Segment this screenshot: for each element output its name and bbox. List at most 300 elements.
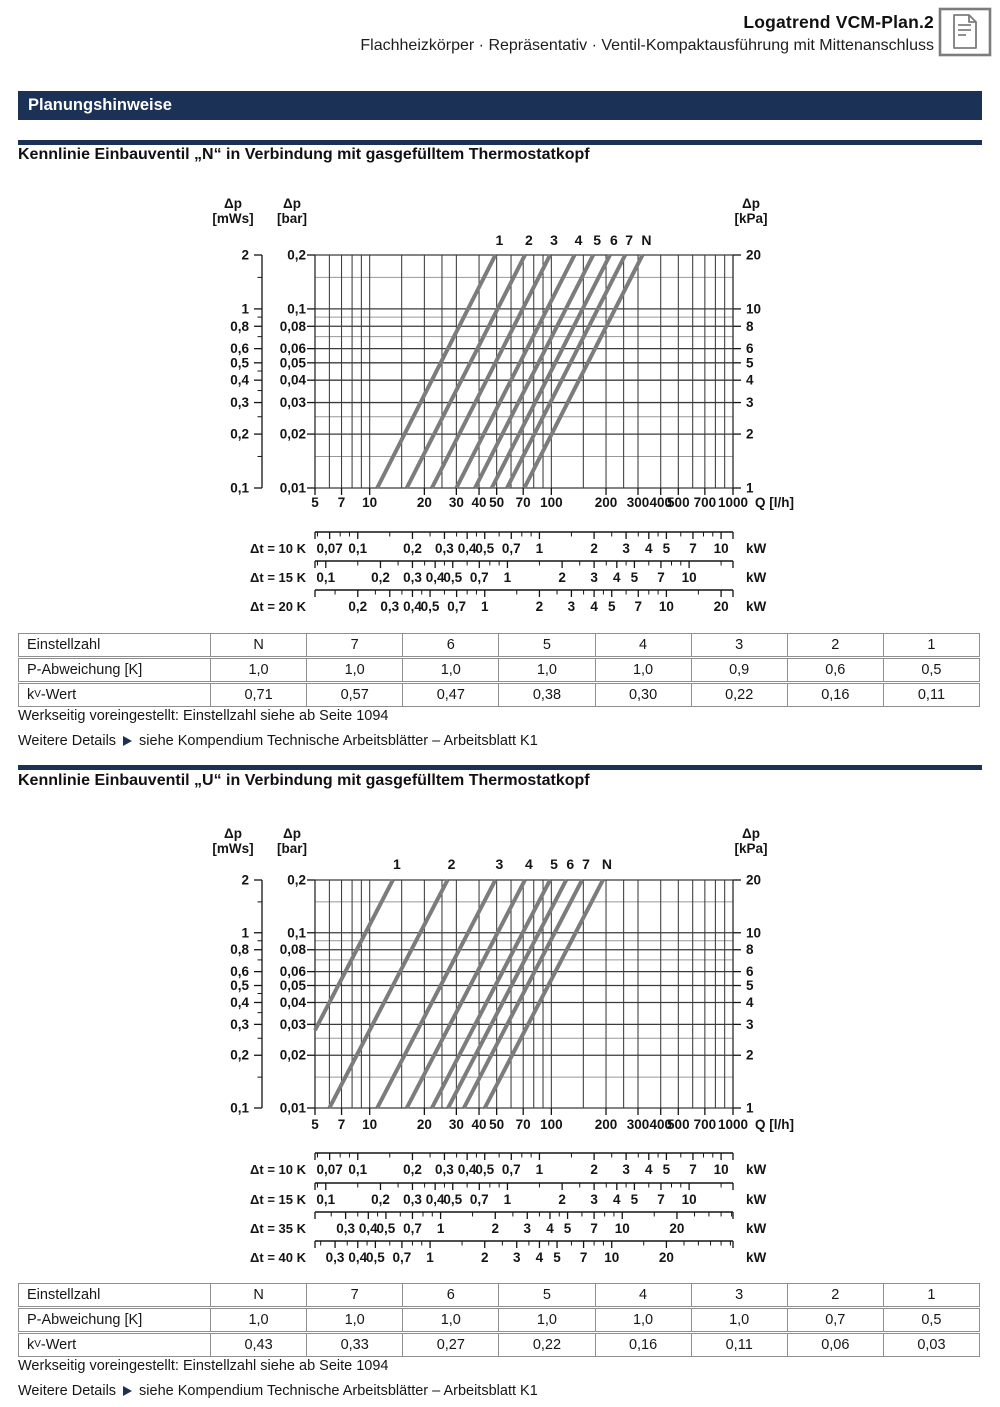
table-row [18, 658, 980, 682]
svg-text:0,3: 0,3 [230, 395, 249, 411]
svg-text:0,7: 0,7 [469, 570, 489, 585]
svg-text:3: 3 [622, 541, 630, 556]
svg-text:7: 7 [634, 599, 643, 614]
table-cell: 1 [883, 1284, 979, 1306]
svg-text:2: 2 [447, 856, 456, 872]
table-cell: N [210, 1284, 306, 1306]
svg-text:4: 4 [645, 1162, 653, 1177]
svg-text:2: 2 [535, 599, 544, 614]
svg-text:3: 3 [746, 395, 754, 411]
svg-text:0,4: 0,4 [457, 1162, 477, 1177]
svg-text:0,2: 0,2 [371, 570, 390, 585]
kw-scale [250, 1212, 766, 1236]
svg-text:0,1: 0,1 [316, 1192, 336, 1207]
svg-text:1000: 1000 [717, 495, 749, 510]
svg-text:[kPa]: [kPa] [734, 841, 768, 856]
svg-text:0,04: 0,04 [279, 994, 306, 1010]
svg-text:0,5: 0,5 [365, 1250, 385, 1265]
svg-text:0,1: 0,1 [287, 301, 306, 317]
svg-text:N: N [601, 856, 612, 872]
valve-u-table [18, 1283, 980, 1357]
svg-text:200: 200 [594, 1117, 618, 1132]
svg-text:7: 7 [689, 541, 697, 556]
svg-text:20: 20 [746, 872, 762, 888]
svg-text:6: 6 [746, 341, 754, 357]
svg-text:10: 10 [681, 1192, 697, 1207]
table-cell: 5 [498, 1284, 594, 1306]
svg-text:200: 200 [594, 495, 618, 510]
svg-text:4: 4 [746, 994, 754, 1010]
svg-text:500: 500 [667, 1117, 690, 1132]
svg-text:Δp: Δp [224, 196, 242, 211]
table-cell: 1,0 [210, 1309, 306, 1331]
svg-text:7: 7 [579, 1250, 588, 1265]
row-label: Einstellzahl [27, 637, 101, 653]
svg-text:1: 1 [426, 1250, 434, 1265]
svg-text:20: 20 [416, 1117, 432, 1132]
svg-text:0,5: 0,5 [443, 1192, 463, 1207]
svg-text:20: 20 [669, 1221, 685, 1236]
svg-text:0,7: 0,7 [469, 1192, 489, 1207]
svg-text:20: 20 [746, 247, 762, 263]
details-suffix: siehe Kompendium Technische Arbeitsblätter – Arbeitsblatt K1 [139, 733, 538, 749]
svg-text:0,06: 0,06 [279, 964, 306, 980]
svg-text:6: 6 [610, 232, 618, 248]
svg-text:0,3: 0,3 [435, 541, 454, 556]
svg-text:6: 6 [746, 964, 754, 980]
svg-text:Δp: Δp [283, 196, 301, 211]
svg-text:0,07: 0,07 [316, 1162, 343, 1177]
svg-text:10: 10 [604, 1250, 620, 1265]
details-note [18, 733, 538, 749]
page-title: Logatrend VCM-Plan.2 [743, 12, 934, 32]
table-cell: 7 [306, 1284, 402, 1306]
table-cell: 0,5 [883, 659, 979, 681]
table-cell: 0,03 [883, 1334, 979, 1356]
svg-text:400: 400 [649, 1117, 672, 1132]
svg-text:Δt = 10 K: Δt = 10 K [250, 541, 306, 556]
table-cell: 2 [787, 634, 883, 656]
svg-text:1: 1 [241, 925, 249, 941]
svg-text:20: 20 [416, 495, 432, 510]
svg-text:10: 10 [681, 570, 697, 585]
svg-text:0,2: 0,2 [371, 1192, 390, 1207]
svg-text:7: 7 [337, 495, 346, 510]
svg-text:0,1: 0,1 [348, 1162, 368, 1177]
svg-text:500: 500 [667, 495, 690, 510]
kw-scale [250, 1183, 766, 1207]
svg-text:10: 10 [713, 541, 729, 556]
svg-text:2: 2 [558, 570, 566, 585]
table-cell: 0,71 [210, 684, 306, 706]
section-title-valve-n: Kennlinie Einbauventil „N“ in Verbindung mit gasgefülltem Thermostatkopf [18, 146, 590, 163]
svg-text:0,5: 0,5 [475, 1162, 495, 1177]
svg-text:3: 3 [550, 232, 558, 248]
svg-text:10: 10 [614, 1221, 630, 1236]
svg-text:3: 3 [590, 1192, 598, 1207]
svg-text:1: 1 [535, 541, 544, 556]
svg-text:0,3: 0,3 [336, 1221, 356, 1236]
svg-text:Q [l/h]: Q [l/h] [755, 495, 794, 510]
svg-text:7: 7 [590, 1221, 598, 1236]
svg-text:0,7: 0,7 [392, 1250, 412, 1265]
svg-text:0,1: 0,1 [348, 541, 368, 556]
svg-text:0,01: 0,01 [279, 480, 306, 496]
row-label: P-Abweichung [K] [27, 662, 143, 678]
svg-text:5: 5 [630, 570, 639, 585]
svg-text:1: 1 [503, 570, 512, 585]
svg-text:0,4: 0,4 [425, 570, 445, 585]
svg-text:7: 7 [582, 856, 590, 872]
svg-text:8: 8 [746, 942, 754, 958]
svg-text:0,03: 0,03 [279, 1016, 306, 1032]
svg-text:0,2: 0,2 [287, 872, 306, 888]
kw-scale [250, 1153, 766, 1177]
svg-text:7: 7 [337, 1117, 346, 1132]
svg-text:0,05: 0,05 [279, 978, 306, 994]
svg-text:8: 8 [746, 318, 754, 334]
svg-text:Δt = 15 K: Δt = 15 K [250, 1192, 306, 1207]
svg-text:0,8: 0,8 [230, 318, 249, 334]
svg-text:70: 70 [515, 1117, 531, 1132]
svg-text:kW: kW [746, 1221, 767, 1236]
table-cell: 0,33 [306, 1334, 402, 1356]
svg-text:0,06: 0,06 [279, 341, 306, 357]
svg-text:0,02: 0,02 [279, 1047, 306, 1063]
svg-text:3: 3 [746, 1016, 754, 1032]
page-header [360, 12, 934, 55]
table-cell: 1,0 [691, 1309, 787, 1331]
svg-text:700: 700 [693, 495, 717, 510]
svg-text:0,04: 0,04 [279, 372, 306, 388]
svg-text:20: 20 [713, 599, 729, 614]
svg-text:10: 10 [746, 925, 762, 941]
svg-text:6: 6 [566, 856, 575, 872]
table-cell: 0,7 [787, 1309, 883, 1331]
kw-scale [250, 590, 766, 614]
svg-text:Δt = 20 K: Δt = 20 K [250, 599, 306, 614]
svg-text:0,3: 0,3 [380, 599, 400, 614]
svg-text:0,2: 0,2 [230, 1047, 249, 1063]
svg-text:2: 2 [241, 247, 249, 263]
svg-text:3: 3 [567, 599, 576, 614]
table-row [18, 633, 980, 657]
svg-text:kW: kW [746, 541, 767, 556]
svg-text:0,8: 0,8 [230, 942, 249, 958]
svg-text:0,08: 0,08 [279, 318, 306, 334]
svg-text:2: 2 [590, 1162, 598, 1177]
details-arrow-icon [123, 736, 132, 746]
svg-text:0,6: 0,6 [230, 964, 249, 980]
svg-text:0,5: 0,5 [475, 541, 495, 556]
planning-notes-banner: Planungshinweise [18, 91, 982, 120]
svg-text:5: 5 [662, 1162, 671, 1177]
svg-text:Δt = 35 K: Δt = 35 K [250, 1221, 306, 1236]
table-row [18, 683, 980, 707]
table-cell: 1,0 [306, 1309, 402, 1331]
table-cell: 0,57 [306, 684, 402, 706]
svg-text:5: 5 [311, 1117, 319, 1132]
details-prefix: Weitere Details [18, 1383, 117, 1399]
svg-text:4: 4 [525, 856, 533, 872]
svg-text:0,1: 0,1 [230, 480, 249, 496]
svg-text:0,3: 0,3 [403, 1192, 422, 1207]
table-cell: 0,6 [787, 659, 883, 681]
svg-text:0,5: 0,5 [230, 978, 249, 994]
svg-text:3: 3 [590, 570, 598, 585]
table-cell: 5 [498, 634, 594, 656]
svg-text:1000: 1000 [717, 1117, 749, 1132]
table-cell: 0,11 [691, 1334, 787, 1356]
svg-text:5: 5 [593, 232, 602, 248]
table-cell: 0,43 [210, 1334, 306, 1356]
svg-text:kW: kW [746, 1192, 767, 1207]
svg-text:[mWs]: [mWs] [212, 841, 254, 856]
svg-text:5: 5 [311, 495, 319, 510]
svg-text:Δt = 10 K: Δt = 10 K [250, 1162, 306, 1177]
svg-text:2: 2 [525, 232, 533, 248]
svg-text:Δp: Δp [283, 826, 301, 841]
table-cell: 1,0 [402, 1309, 498, 1331]
document-icon [938, 7, 992, 57]
svg-text:2: 2 [746, 1047, 754, 1063]
svg-text:0,07: 0,07 [316, 541, 343, 556]
svg-text:0,2: 0,2 [403, 1162, 422, 1177]
svg-text:10: 10 [713, 1162, 729, 1177]
svg-text:5: 5 [550, 856, 558, 872]
svg-text:kW: kW [746, 1162, 767, 1177]
svg-text:0,4: 0,4 [348, 1250, 368, 1265]
svg-text:30: 30 [448, 1117, 464, 1132]
table-cell: 1,0 [498, 659, 594, 681]
svg-text:300: 300 [626, 495, 650, 510]
svg-text:0,4: 0,4 [230, 372, 249, 388]
svg-text:0,4: 0,4 [230, 994, 249, 1010]
svg-text:5: 5 [746, 978, 754, 994]
svg-text:0,2: 0,2 [287, 247, 306, 263]
svg-text:7: 7 [657, 1192, 665, 1207]
svg-text:40: 40 [471, 1117, 487, 1132]
table-cell: 6 [402, 634, 498, 656]
svg-text:Δp: Δp [742, 826, 760, 841]
svg-text:4: 4 [613, 1192, 621, 1207]
table-row [18, 1333, 980, 1357]
svg-text:2: 2 [491, 1221, 500, 1236]
table-row [18, 1308, 980, 1332]
svg-text:3: 3 [495, 856, 504, 872]
svg-text:4: 4 [535, 1250, 544, 1265]
svg-text:Q [l/h]: Q [l/h] [755, 1117, 794, 1132]
valve-u-chart [0, 818, 1000, 1281]
table-cell: 0,27 [402, 1334, 498, 1356]
table-cell: 0,11 [883, 684, 979, 706]
svg-text:Δt = 15 K: Δt = 15 K [250, 570, 306, 585]
svg-text:0,5: 0,5 [420, 599, 440, 614]
svg-text:[mWs]: [mWs] [212, 211, 254, 226]
svg-text:5: 5 [630, 1192, 639, 1207]
table-cell: 0,16 [787, 684, 883, 706]
svg-text:0,4: 0,4 [457, 541, 477, 556]
table-cell: 3 [691, 634, 787, 656]
table-cell: 6 [402, 1284, 498, 1306]
valve-n-chart [0, 190, 1000, 631]
svg-text:5: 5 [553, 1250, 561, 1265]
svg-text:0,4: 0,4 [358, 1221, 378, 1236]
table-cell: 4 [595, 1284, 691, 1306]
svg-text:1: 1 [746, 1100, 754, 1116]
svg-text:0,3: 0,3 [435, 1162, 454, 1177]
svg-text:5: 5 [607, 599, 616, 614]
svg-text:0,3: 0,3 [325, 1250, 345, 1265]
svg-text:4: 4 [746, 372, 754, 388]
table-cell: 1,0 [498, 1309, 594, 1331]
svg-text:[kPa]: [kPa] [734, 211, 768, 226]
svg-text:4: 4 [574, 232, 583, 248]
svg-text:kW: kW [746, 570, 767, 585]
svg-text:2: 2 [590, 541, 598, 556]
svg-text:0,3: 0,3 [230, 1016, 249, 1032]
svg-text:5: 5 [662, 541, 671, 556]
svg-text:40: 40 [471, 495, 487, 510]
valve-curves [315, 856, 612, 1108]
svg-text:10: 10 [746, 301, 762, 317]
svg-text:4: 4 [613, 570, 621, 585]
svg-text:0,7: 0,7 [403, 1221, 422, 1236]
svg-text:1: 1 [392, 856, 401, 872]
svg-text:0,7: 0,7 [501, 541, 521, 556]
table-cell: 7 [306, 634, 402, 656]
section-rule [18, 765, 982, 770]
svg-text:0,4: 0,4 [403, 599, 422, 614]
table-cell: 1 [883, 634, 979, 656]
svg-text:50: 50 [489, 1117, 505, 1132]
table-cell: 2 [787, 1284, 883, 1306]
svg-text:1: 1 [480, 599, 489, 614]
table-cell: 4 [595, 634, 691, 656]
table-cell: 1,0 [595, 659, 691, 681]
svg-text:1: 1 [535, 1162, 544, 1177]
table-cell: 0,06 [787, 1334, 883, 1356]
svg-text:2: 2 [746, 426, 754, 442]
svg-text:0,7: 0,7 [501, 1162, 521, 1177]
svg-text:7: 7 [625, 232, 634, 248]
svg-text:0,5: 0,5 [230, 355, 249, 371]
svg-text:Δp: Δp [742, 196, 760, 211]
svg-text:[bar]: [bar] [277, 841, 307, 856]
svg-text:10: 10 [658, 599, 674, 614]
details-suffix: siehe Kompendium Technische Arbeitsblätter – Arbeitsblatt K1 [139, 1383, 538, 1399]
svg-text:3: 3 [523, 1221, 532, 1236]
table-cell: 1,0 [306, 659, 402, 681]
svg-text:20: 20 [658, 1250, 674, 1265]
table-row [18, 1283, 980, 1307]
row-label: P-Abweichung [K] [27, 1312, 143, 1328]
svg-text:100: 100 [540, 1117, 563, 1132]
section-rule [18, 140, 982, 145]
svg-text:10: 10 [362, 1117, 378, 1132]
svg-text:5: 5 [563, 1221, 572, 1236]
svg-text:1: 1 [746, 480, 754, 496]
svg-text:10: 10 [362, 495, 378, 510]
svg-text:0,02: 0,02 [279, 426, 306, 442]
svg-text:1: 1 [241, 301, 249, 317]
page-subtitle: Flachheizkörper · Repräsentativ · Ventil-Kompaktausführung mit Mittenanschluss [360, 37, 934, 54]
svg-text:0,2: 0,2 [403, 541, 422, 556]
table-cell: 0,9 [691, 659, 787, 681]
svg-text:7: 7 [657, 570, 665, 585]
svg-text:0,1: 0,1 [316, 570, 336, 585]
svg-text:4: 4 [645, 541, 653, 556]
preset-note: Werkseitig voreingestellt: Einstellzahl siehe ab Seite 1094 [18, 1358, 389, 1374]
svg-text:kW: kW [746, 599, 767, 614]
svg-text:[bar]: [bar] [277, 211, 307, 226]
svg-text:100: 100 [540, 495, 563, 510]
svg-text:0,08: 0,08 [279, 942, 306, 958]
svg-text:7: 7 [689, 1162, 697, 1177]
table-cell: 1,0 [210, 659, 306, 681]
table-cell: 1,0 [595, 1309, 691, 1331]
svg-text:Δt = 40 K: Δt = 40 K [250, 1250, 306, 1265]
svg-text:1: 1 [436, 1221, 445, 1236]
svg-text:1: 1 [503, 1192, 512, 1207]
table-cell: N [210, 634, 306, 656]
svg-text:0,05: 0,05 [279, 355, 306, 371]
svg-text:2: 2 [480, 1250, 489, 1265]
svg-text:0,2: 0,2 [348, 599, 368, 614]
table-cell: 3 [691, 1284, 787, 1306]
svg-text:30: 30 [448, 495, 464, 510]
svg-text:50: 50 [489, 495, 505, 510]
section-title-valve-u: Kennlinie Einbauventil „U“ in Verbindung mit gasgefülltem Thermostatkopf [18, 772, 590, 789]
svg-text:0,03: 0,03 [279, 395, 306, 411]
table-cell: 0,47 [402, 684, 498, 706]
svg-text:0,5: 0,5 [443, 570, 463, 585]
table-cell: 0,22 [498, 1334, 594, 1356]
svg-text:0,7: 0,7 [447, 599, 466, 614]
svg-text:70: 70 [515, 495, 531, 510]
table-cell: 0,38 [498, 684, 594, 706]
svg-text:700: 700 [693, 1117, 717, 1132]
svg-text:1: 1 [495, 232, 504, 248]
kw-scale [250, 532, 766, 556]
row-label: Einstellzahl [27, 1287, 101, 1303]
kw-scale [250, 561, 766, 585]
table-cell: 0,16 [595, 1334, 691, 1356]
svg-text:0,01: 0,01 [279, 1100, 306, 1116]
kw-scale [250, 1241, 766, 1265]
table-cell: 0,5 [883, 1309, 979, 1331]
svg-text:0,1: 0,1 [287, 925, 306, 941]
table-cell: 1,0 [402, 659, 498, 681]
details-note [18, 1383, 538, 1399]
svg-text:0,2: 0,2 [230, 426, 249, 442]
svg-text:300: 300 [626, 1117, 650, 1132]
svg-text:5: 5 [746, 355, 754, 371]
table-cell: 0,30 [595, 684, 691, 706]
table-cell: 0,22 [691, 684, 787, 706]
svg-text:4: 4 [590, 599, 598, 614]
svg-text:4: 4 [546, 1221, 554, 1236]
row-label: k V -Wert [27, 687, 77, 703]
svg-text:0,1: 0,1 [230, 1100, 249, 1116]
svg-text:Δp: Δp [224, 826, 242, 841]
svg-text:2: 2 [241, 872, 249, 888]
svg-text:0,3: 0,3 [403, 570, 422, 585]
svg-text:400: 400 [649, 495, 672, 510]
valve-curves [377, 232, 651, 488]
svg-text:0,4: 0,4 [425, 1192, 445, 1207]
svg-text:kW: kW [746, 1250, 767, 1265]
